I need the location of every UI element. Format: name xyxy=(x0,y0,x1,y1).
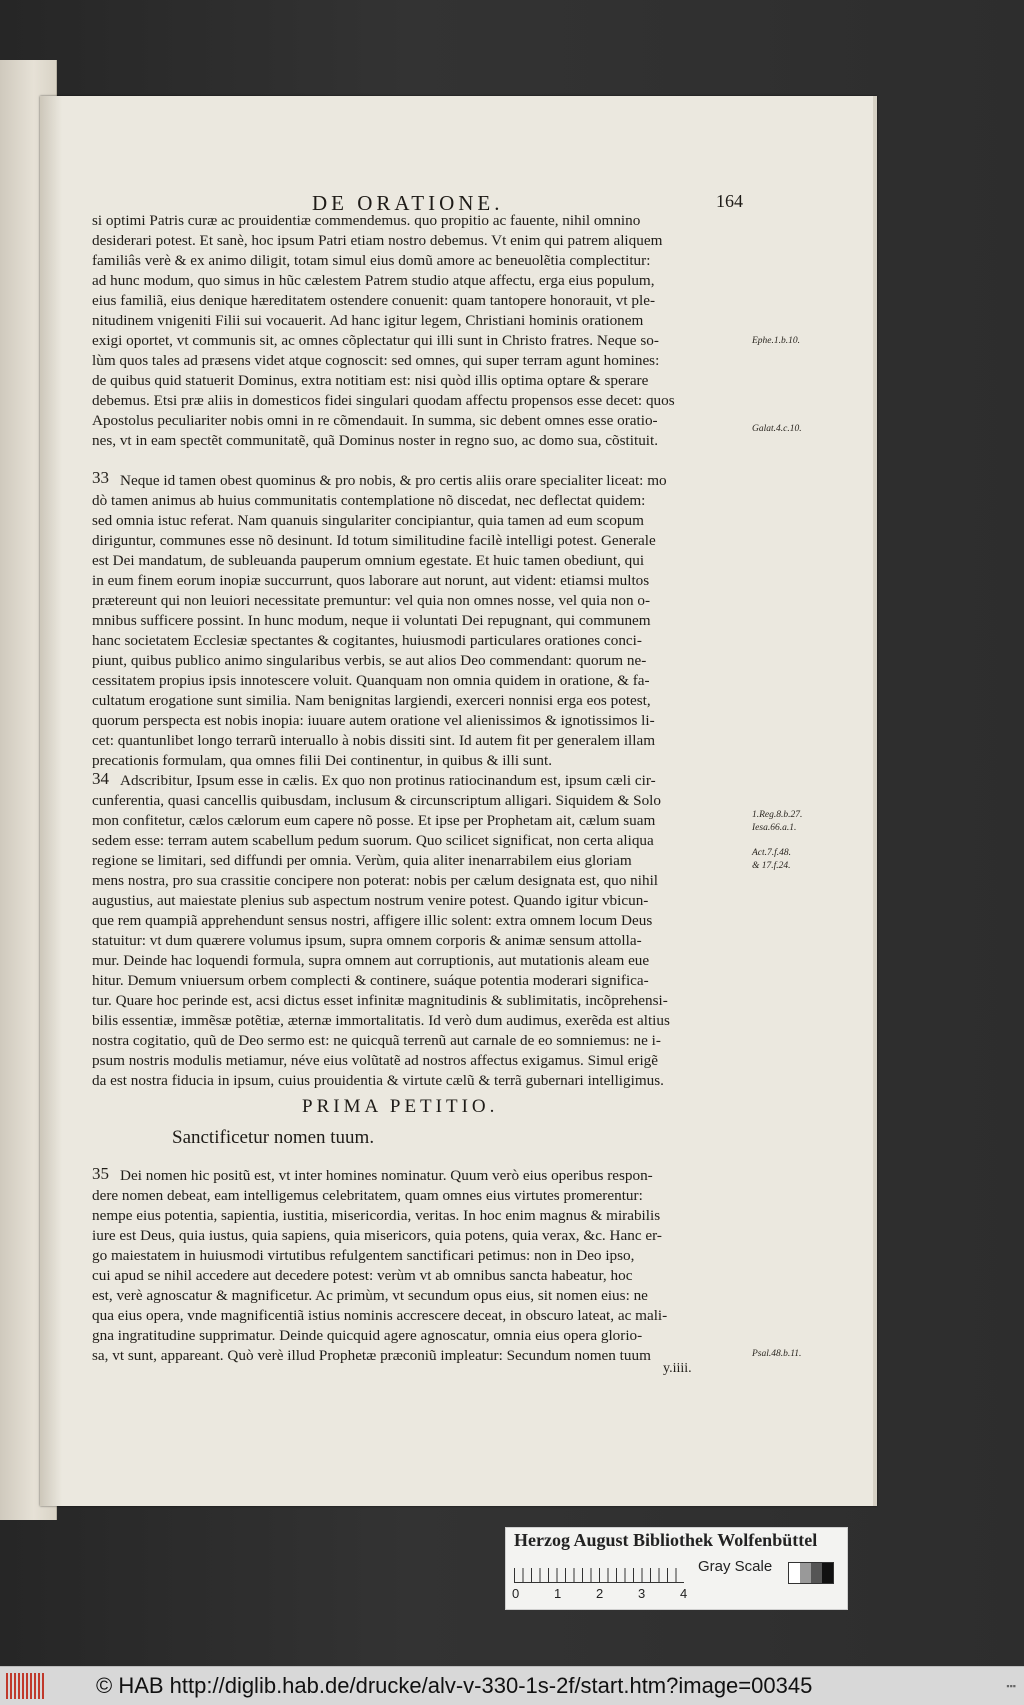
margin-note: Iesa.66.a.1. xyxy=(752,823,797,833)
text-line: sedem esse: terram autem scabellum pedum suorum. Quo scilicet significat, non certa aliqua xyxy=(92,832,654,849)
text-block-1 xyxy=(92,211,748,451)
margin-note: Ephe.1.b.10. xyxy=(752,336,801,346)
text-line: psum nostris modulis metiamur, néve eius volũtatẽ ad nostros affectus exigamus. Simul erigẽ xyxy=(92,1052,659,1069)
section-number-35: 35 xyxy=(92,1164,109,1183)
text-line: hanc societatem Ecclesiæ spectantes & cogitantes, huiusmodi particulares orationes conci- xyxy=(92,632,642,649)
text-line: qua eius opera, vnde magnificentiã istius nominis accrescere deceat, in obscuro lateat, ac mali- xyxy=(92,1307,668,1324)
text-line: cultatum erogatione sunt similia. Nam benignitas largiendi, exerceri nonnisi erga eos potest, xyxy=(92,692,651,709)
text-line: iure est Deus, quia iustus, quia sapiens, quia misericors, quia potens, quia verax, &c. Hanc er- xyxy=(92,1227,662,1244)
ruler-tick-label: 4 xyxy=(680,1586,688,1601)
color-scale-card xyxy=(505,1527,848,1610)
ruler-tick-label: 3 xyxy=(638,1586,646,1601)
text-line: Dei nomen hic positũ est, vt inter homines nominatur. Quum verò eius operibus respon- xyxy=(120,1167,653,1184)
text-line: mens nostra, pro sua crassitie concipere non poterat: nobis per cælum designata est, quo nihil xyxy=(92,872,659,889)
margin-note: Psal.48.b.11. xyxy=(752,1349,802,1359)
book-page xyxy=(40,96,877,1506)
text-line: que rem quampiã apprehendunt sensus nostri, affigere illic solent: extra omnem locum Deus xyxy=(92,912,653,929)
footer-dots-icon: ▪▪▪ xyxy=(1006,1681,1016,1691)
text-line: diriguntur, communes esse nõ desinunt. Id totum similitudine facilè intelligi potest. Generale xyxy=(92,532,656,549)
running-head: DE ORATIONE. xyxy=(312,191,504,215)
text-line: statuitur: vt dum quærere volumus ipsum, supra omnem corporis & animæ sensum attolla- xyxy=(92,932,642,949)
text-line: exigi oportet, vt communis sit, ac omnes cõplectatur qui illi sunt in Christo fratres. Neque so- xyxy=(92,332,659,349)
text-line: Adscribitur, Ipsum esse in cælis. Ex quo non protinus ratiocinandum est, ipsum cæli cir- xyxy=(120,772,656,789)
text-line: regione se limitari, sed diffundi per omnia. Verùm, quia aliter inenarrabilem eius gloriam xyxy=(92,852,632,869)
text-line: ad hunc modum, quo simus in hũc cælestem Patrem studio atque affectu, erga eius populum, xyxy=(92,272,655,289)
page-gutter-shadow xyxy=(40,96,62,1506)
text-line: est, verè agnoscatur & magnificetur. Ac primùm, vt secundum opus eius, sit nomen eius: ne xyxy=(92,1287,648,1304)
section-subheading: Sanctificetur nomen tuum. xyxy=(172,1127,375,1148)
text-line: eius familiã, eius denique hæreditatem ostendere conuenit: quam tantopere honorauit, vt ple- xyxy=(92,292,656,309)
text-line: hitur. Demum vniuersum orbem complecti & continere, suáque potentia moderari significa- xyxy=(92,972,649,989)
gray-scale-swatches xyxy=(788,1562,834,1584)
text-line: prætereunt qui non leuiori necessitate premuntur: vel quia non omnes nosse, vel quia non o- xyxy=(92,592,651,609)
gray-scale-label: Gray Scale xyxy=(698,1558,773,1575)
margin-note: 1.Reg.8.b.27. xyxy=(752,810,803,820)
text-line: tur. Quare hoc perinde est, acsi dictus esset infinitæ magnitudinis & sublimitatis, incõprehensi- xyxy=(92,992,668,1009)
margin-note: Act.7.f.48. xyxy=(752,848,792,858)
text-line: Apostolus peculiariter nobis omni in re cõmendauit. In summa, sic debent omnes esse oratio- xyxy=(92,412,658,429)
text-line: in eum finem eorum inopiæ succurrunt, quos laborare aut norunt, aut vident: etiamsi multos xyxy=(92,572,650,589)
text-line: nostra cogitatio, quũ de Deo sermo est: ne quicquã terrenũ aut carnale de eo somniemus: ne i- xyxy=(92,1032,661,1049)
signature-mark: y.iiii. xyxy=(663,1361,692,1376)
footer-url[interactable]: © HAB http://diglib.hab.de/drucke/alv-v-330-1s-2f/start.htm?image=00345 xyxy=(96,1673,813,1698)
text-line: nempe eius potentia, sapientia, iustitia, misericordia, veritas. In hoc enim magnus & mirabilis xyxy=(92,1207,661,1224)
text-line: cui apud se nihil accedere aut decedere potest: verùm vt ab omnibus sancta habeatur, hoc xyxy=(92,1267,633,1284)
text-line: cet: quantunlibet longo terrarũ interuallo à nobis dissiti sint. Id autem fit per generalem illam xyxy=(92,732,656,749)
text-line: sa, vt sunt, appareant. Quò verè illud Prophetæ præconiũ impleatur: Secundum nomen tuum xyxy=(92,1347,651,1364)
text-line: dere nomen debeat, eam intelligemus celebritatem, quam omnes eius virtutes promerentur: xyxy=(92,1187,643,1204)
text-line: go maiestatem in huiusmodi virtutibus refulgentem sanctificari petimus: non in Deo ipso, xyxy=(92,1247,635,1264)
text-line: quorum perspecta est nobis inopia: iuuare autem oratione vel alienissimos & ignotissimos li- xyxy=(92,712,655,729)
section-number-34: 34 xyxy=(92,769,109,788)
text-line: cessitatem propius ipsis innotescere voluit. Quanquam non omnia quidem in oratione, & fa- xyxy=(92,672,650,689)
scale-ruler xyxy=(514,1558,684,1583)
text-line: augustius, aut maiestate plenius sub aspectum nostrum venire potest. Quando igitur vbicun- xyxy=(92,892,649,909)
text-line: desiderari potest. Et sanè, hoc ipsum Patri etiam nostro debemus. Vt enim qui patrem aliquem xyxy=(92,232,663,249)
text-line: de quibus quid statuerit Dominus, extra notitiam est: nisi quòd illis optima optare & sperare xyxy=(92,372,649,389)
text-line: gna ingratitudine supprimatur. Deinde quicquid agere agnoscatur, omnia eius opera glorio- xyxy=(92,1327,643,1344)
text-line: dò tamen animus ab huius communitatis contemplatione nõ discedat, nec deflectat quidem: xyxy=(92,492,646,509)
text-line: Neque id tamen obest quominus & pro nobis, & pro certis aliis orare specialiter liceat: mo xyxy=(120,472,667,489)
ruler-tick-label: 0 xyxy=(512,1586,520,1601)
text-line: lùm quos tales ad præsens videt atque cognoscit: sed omnes, qui super terram agunt homines: xyxy=(92,352,660,369)
section-number-33: 33 xyxy=(92,468,109,487)
margin-note: & 17.f.24. xyxy=(752,861,791,871)
text-line: bilis essentiæ, immẽsæ potẽtiæ, æternæ immortalitatis. Id verò dum audimus, exerẽda est altius xyxy=(92,1012,670,1029)
library-name: Herzog August Bibliothek Wolfenbüttel xyxy=(514,1530,818,1550)
text-line: da est nostra fiducia in ipsum, cuius prouidentia & virtute cælũ & terrã gubernari intelligimus. xyxy=(92,1072,664,1089)
ruler-tick-label: 1 xyxy=(554,1586,562,1601)
text-line: familiâs verè & ex animo diligit, totam simul eius domũ amore ac beneuolẽtia complectitur: xyxy=(92,252,651,269)
text-line: mon confitetur, cælos cælorum eum capere nõ posse. Et ipse per Prophetam ait, cælum suam xyxy=(92,812,656,829)
footer-bar xyxy=(0,1666,1024,1705)
margin-note: Galat.4.c.10. xyxy=(752,424,802,434)
text-line: sed omnia istuc referat. Nam quanuis singulariter concipiantur, quia tamen ad eum scopum xyxy=(92,512,644,529)
text-line: cunferentia, quasi cancellis quibusdam, inclusum & circunscriptum alligari. Siquidem & Solo xyxy=(92,792,661,809)
text-line: si optimi Patris curæ ac prouidentiæ commendemus. quo propitio ac fauente, nihil omnino xyxy=(92,212,641,229)
text-line: piunt, quibus publico animo singularibus verbis, se aut alios Deo commendant: quorum ne- xyxy=(92,652,647,669)
text-line: debemus. Etsi præ aliis in domesticos fidei singulari quodam affectu propensos esse decet: quos xyxy=(92,392,675,409)
text-line: nitudinem vnigeniti Filii sui vocauerit. Ad hanc igitur legem, Christiani hominis orationem xyxy=(92,312,644,329)
page-number: 164 xyxy=(716,191,743,211)
text-line: mur. Deinde hac loquendi formula, supra omnem aut corruptionis, aut mutationis aleam eue xyxy=(92,952,650,969)
text-line: nes, vt in eam spectẽt communitatẽ, quã Dominus noster in regno suo, ac domo sua, cõstituit. xyxy=(92,432,659,449)
text-line: mnibus sufficere possint. In hunc modum, neque ii voluntati Dei repugnant, qui communem xyxy=(92,612,651,629)
ruler-tick-label: 2 xyxy=(596,1586,604,1601)
section-heading: PRIMA PETITIO. xyxy=(302,1096,499,1117)
text-line: est Dei mandatum, de subleuanda pauperum omnium egestate. Et huic tamen obediunt, qui xyxy=(92,552,645,569)
hab-logo-icon xyxy=(6,1673,46,1699)
text-line: precationis formulam, qua omnes filii Dei continentur, in quibus & illi sunt. xyxy=(92,752,553,769)
